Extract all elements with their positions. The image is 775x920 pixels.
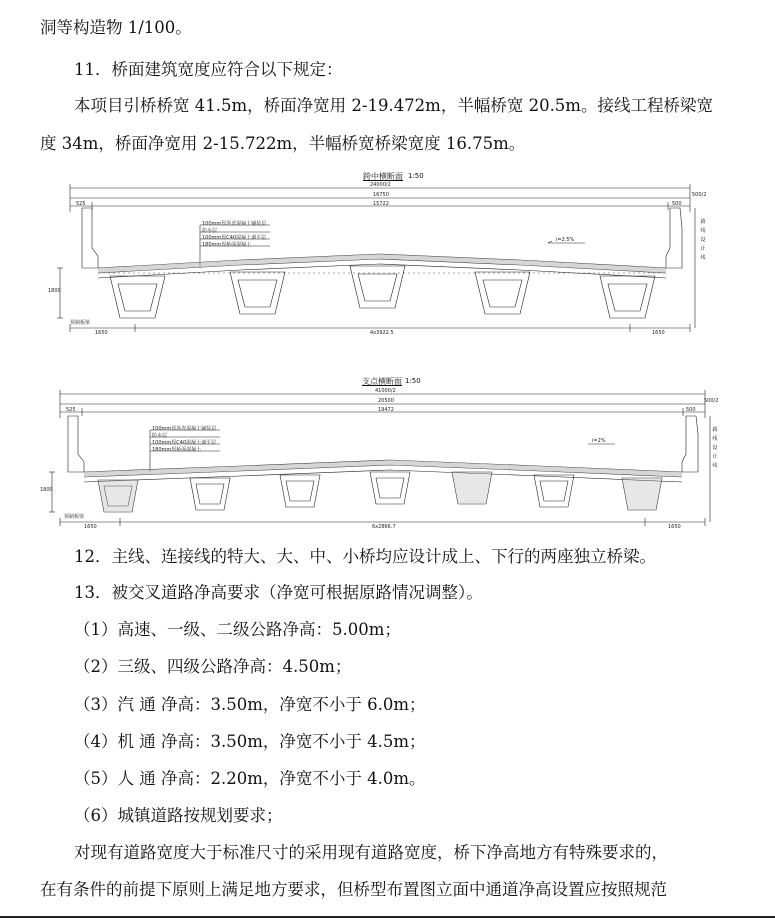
figure2-dim-net: 19472	[378, 407, 394, 413]
figure2-dim-rightmost: 500/2	[704, 398, 719, 404]
figure1-dim-height: 1800	[48, 288, 61, 294]
figure2-dim-bottom-right: 1650	[668, 524, 681, 530]
figure2-note-1: 100mm厚沥青混凝土铺装层	[152, 426, 217, 432]
figure2-dim-bottom-left: 1650	[84, 524, 97, 530]
figure1-dim-bottom-mid: 4x3922.5	[370, 330, 394, 336]
figure1-dim-bottom-left: 1650	[95, 330, 108, 336]
figure1-side-text: 路线设计线	[700, 219, 706, 261]
figure1-slope: i=2.5%	[556, 237, 575, 243]
figure1-note-2: 防水层	[202, 228, 218, 234]
figure2-dim-bottom-mid: 6x2866.7	[372, 524, 396, 530]
figure-support-cross-section	[40, 372, 720, 547]
figure1-dim-mid: 16750	[373, 192, 389, 198]
figure1-title: 跨中横断面	[363, 172, 403, 181]
text-line-8: （2）三级、四级公路净高：4.50m；	[74, 657, 352, 676]
figure1-note-3: 100mm厚C40混凝土调平层	[202, 235, 267, 241]
figure2-scale: 1:50	[405, 377, 421, 385]
text-line-11: （5）人 通 净高：2.20m，净宽不小于 4.0m。	[74, 769, 426, 788]
figure1-dim-total: 24000/2	[370, 182, 391, 188]
figure1-scale: 1:50	[408, 172, 424, 180]
text-line-9: （3）汽 通 净高：3.50m，净宽不小于 6.0m；	[74, 695, 426, 714]
figure1-dim-rightmost: 500/2	[692, 192, 707, 198]
figure2-slope: i=2%	[592, 438, 606, 444]
figure2-support-label: 预制板梁	[64, 514, 85, 520]
text-line-7: （1）高速、一级、二级公路净高：5.00m；	[74, 620, 401, 639]
text-line-1: 洞等构造物 1/100。	[40, 18, 192, 37]
figure2-side-text: 路线设计线	[712, 427, 718, 469]
figure1-support-label: 预制板梁	[70, 320, 91, 326]
figure-midspan-cross-section	[40, 168, 720, 343]
figure1-note-4: 180mm厚桥面混凝土	[202, 242, 252, 248]
text-line-14: 在有条件的前提下原则上满足地方要求，但桥型布置图立面中通道净高设置应按照规范	[40, 880, 667, 899]
figure2-dim-height: 1800	[40, 487, 53, 493]
figure2-title: 支点横断面	[362, 377, 402, 386]
text-line-13: 对现有道路宽度大于标准尺寸的采用现有道路宽度，桥下净高地方有特殊要求的，	[74, 843, 668, 862]
figure1-dim-left: 525	[76, 201, 86, 207]
figure1-note-1: 100mm厚沥青混凝土铺装层	[202, 221, 267, 227]
page-bottom-rule	[0, 916, 775, 918]
text-line-2: 11．桥面建筑宽度应符合以下规定：	[74, 60, 343, 79]
figure2-dim-total: 41000/2	[375, 388, 396, 394]
figure2-dim-left: 525	[66, 407, 76, 413]
figure2-note-3: 100mm厚C40混凝土调平层	[152, 440, 217, 446]
text-line-10: （4）机 通 净高：3.50m，净宽不小于 4.5m；	[74, 732, 426, 751]
text-line-4: 度 34m，桥面净宽用 2-15.722m，半幅桥宽桥梁宽度 16.75m。	[40, 134, 526, 153]
figure2-note-4: 180mm厚桥面混凝土	[152, 447, 202, 453]
figure1-dim-right: 500	[672, 201, 682, 207]
figure1-dim-bottom-right: 1650	[652, 330, 665, 336]
figure1-dim-net: 15722	[373, 201, 389, 207]
figure2-dim-right: 500	[686, 407, 696, 413]
text-line-6: 13．被交叉道路净高要求（净宽可根据原路情况调整）。	[74, 583, 483, 602]
figure2-dim-mid: 20500	[378, 398, 394, 404]
text-line-5: 12．主线、连接线的特大、大、中、小桥均应设计成上、下行的两座独立桥梁。	[74, 547, 656, 566]
text-line-3: 本项目引桥桥宽 41.5m，桥面净宽用 2-19.472m，半幅桥宽 20.5m。接线工程桥梁宽	[74, 96, 713, 115]
text-line-12: （6）城镇道路按规划要求；	[74, 806, 283, 825]
figure2-note-2: 防水层	[152, 433, 168, 439]
